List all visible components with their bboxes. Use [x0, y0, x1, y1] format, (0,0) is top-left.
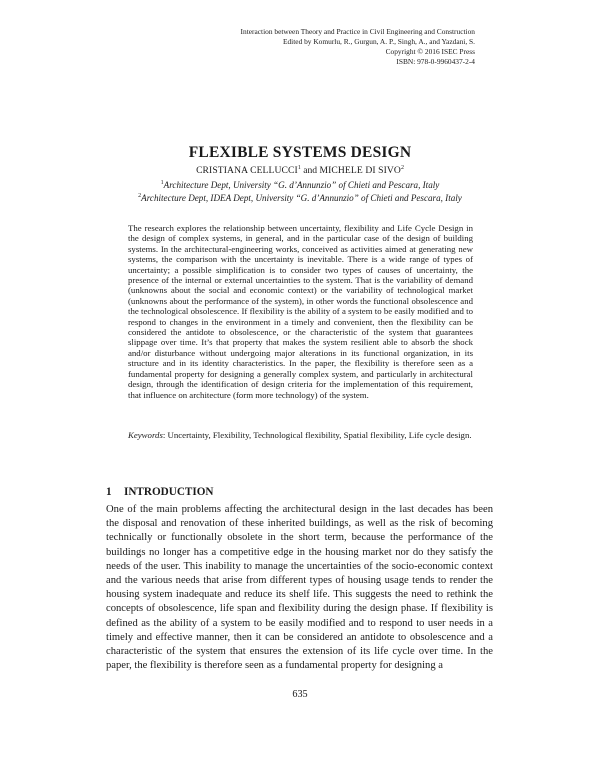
author-affiliation-mark: 1 [297, 165, 301, 171]
body-paragraph: One of the main problems affecting the architectural design in the last decades has been the disposal and renovation of these inherited buildings, as well as the risk of becoming technically or functionally obsolete in the short term, because the performance of the buildings no longer has a competitive edge in the housing market nor do they satisfy the needs of the user. This inability to manage the uncertainties of the socio-economic context and the various needs that arise from different types of housing usage tends to render the housing system inadequate and reduce its shelf life. This suggests the need to rethink the concepts of obsolescence, life span and flexibility during the design phase. If flexibility is defined as the ability of a system to be easily modified and to respond to user needs in a timely and effective manner, then it can be considered an antidote to obsolescence and a characteristic of the system that ensures the extension of its life cycle over time. In the paper, the flexibility is therefore seen as a fundamental property for designing a [106, 504, 493, 672]
proceedings-header [241, 27, 475, 67]
abstract: The research explores the relationship between uncertainty, flexibility and Life Cycle Design in the design of complex systems, in general, and in the particular case of the design of building systems. In the architectural-engineering works, conceived as activities aimed at generating new systems, the comparison with the uncertainty is inevitable. There is a wide range of types of uncertainty; a possible simplification is to consider two types of causes of uncertainty, the presence of the internal or external uncertainties to the system. That is the variability of demand (unknowns about the social and economic context) or the variability of technological market (unknowns about the performance of the system), in other words the functional obsolescence and the technological obsolescence. If flexibility is the ability of a system to be easily modified and to respond to changes in the environment in a timely and convenient, then the flexibility can be considered the antidote to obsolescence, or the characteristic of the system that guarantees slippage over time. It’s that property that makes the system resilient able to absorb the shock and/or disturbance without undergoing major alterations in its functional organization, in its structure and in its identity characteristics. In the paper, the flexibility is therefore seen as a fundamental property for designing a generally complex system, and particularly in architectural design, through the identification of design criteria for the implementation of this requirement, that influence on architecture (form more technology) of the system. [128, 223, 473, 400]
author-conjunction: and [303, 165, 318, 176]
keywords [128, 430, 473, 440]
affiliation-mark: 1 [160, 180, 164, 186]
author-affiliation-mark: 2 [400, 165, 404, 171]
header-line-copyright: Copyright © 2016 ISEC Press [385, 47, 475, 56]
affiliation-text: Architecture Dept, IDEA Dept, University “G. d’Annunzio” of Chieti and Pescara, Italy [141, 193, 462, 203]
section-title: INTRODUCTION [124, 486, 214, 498]
affiliation-1 [0, 180, 600, 190]
page-number: 635 [292, 689, 308, 700]
author-name: CRISTIANA CELLUCCI [196, 165, 298, 176]
affiliation-2 [0, 193, 600, 203]
keywords-label: Keywords [128, 430, 163, 440]
section-number: 1 [106, 486, 112, 498]
author-name: MICHELE DI SIVO [319, 165, 401, 176]
affiliation-text: Architecture Dept, University “G. d’Annunzio” of Chieti and Pescara, Italy [163, 180, 440, 190]
author-line [0, 165, 600, 176]
header-line-isbn: ISBN: 978-0-9960437-2-4 [396, 57, 475, 66]
affiliation-mark: 2 [138, 193, 142, 199]
header-line-conference: Interaction between Theory and Practice in Civil Engineering and Construction [240, 27, 475, 36]
header-line-editors: Edited by Komurlu, R., Gurgun, A. P., Singh, A., and Yazdani, S. [282, 37, 475, 46]
paper-title: FLEXIBLE SYSTEMS DESIGN [188, 144, 412, 161]
keywords-text: : Uncertainty, Flexibility, Technological flexibility, Spatial flexibility, Life cycle design. [162, 430, 472, 440]
section-heading [106, 486, 214, 498]
